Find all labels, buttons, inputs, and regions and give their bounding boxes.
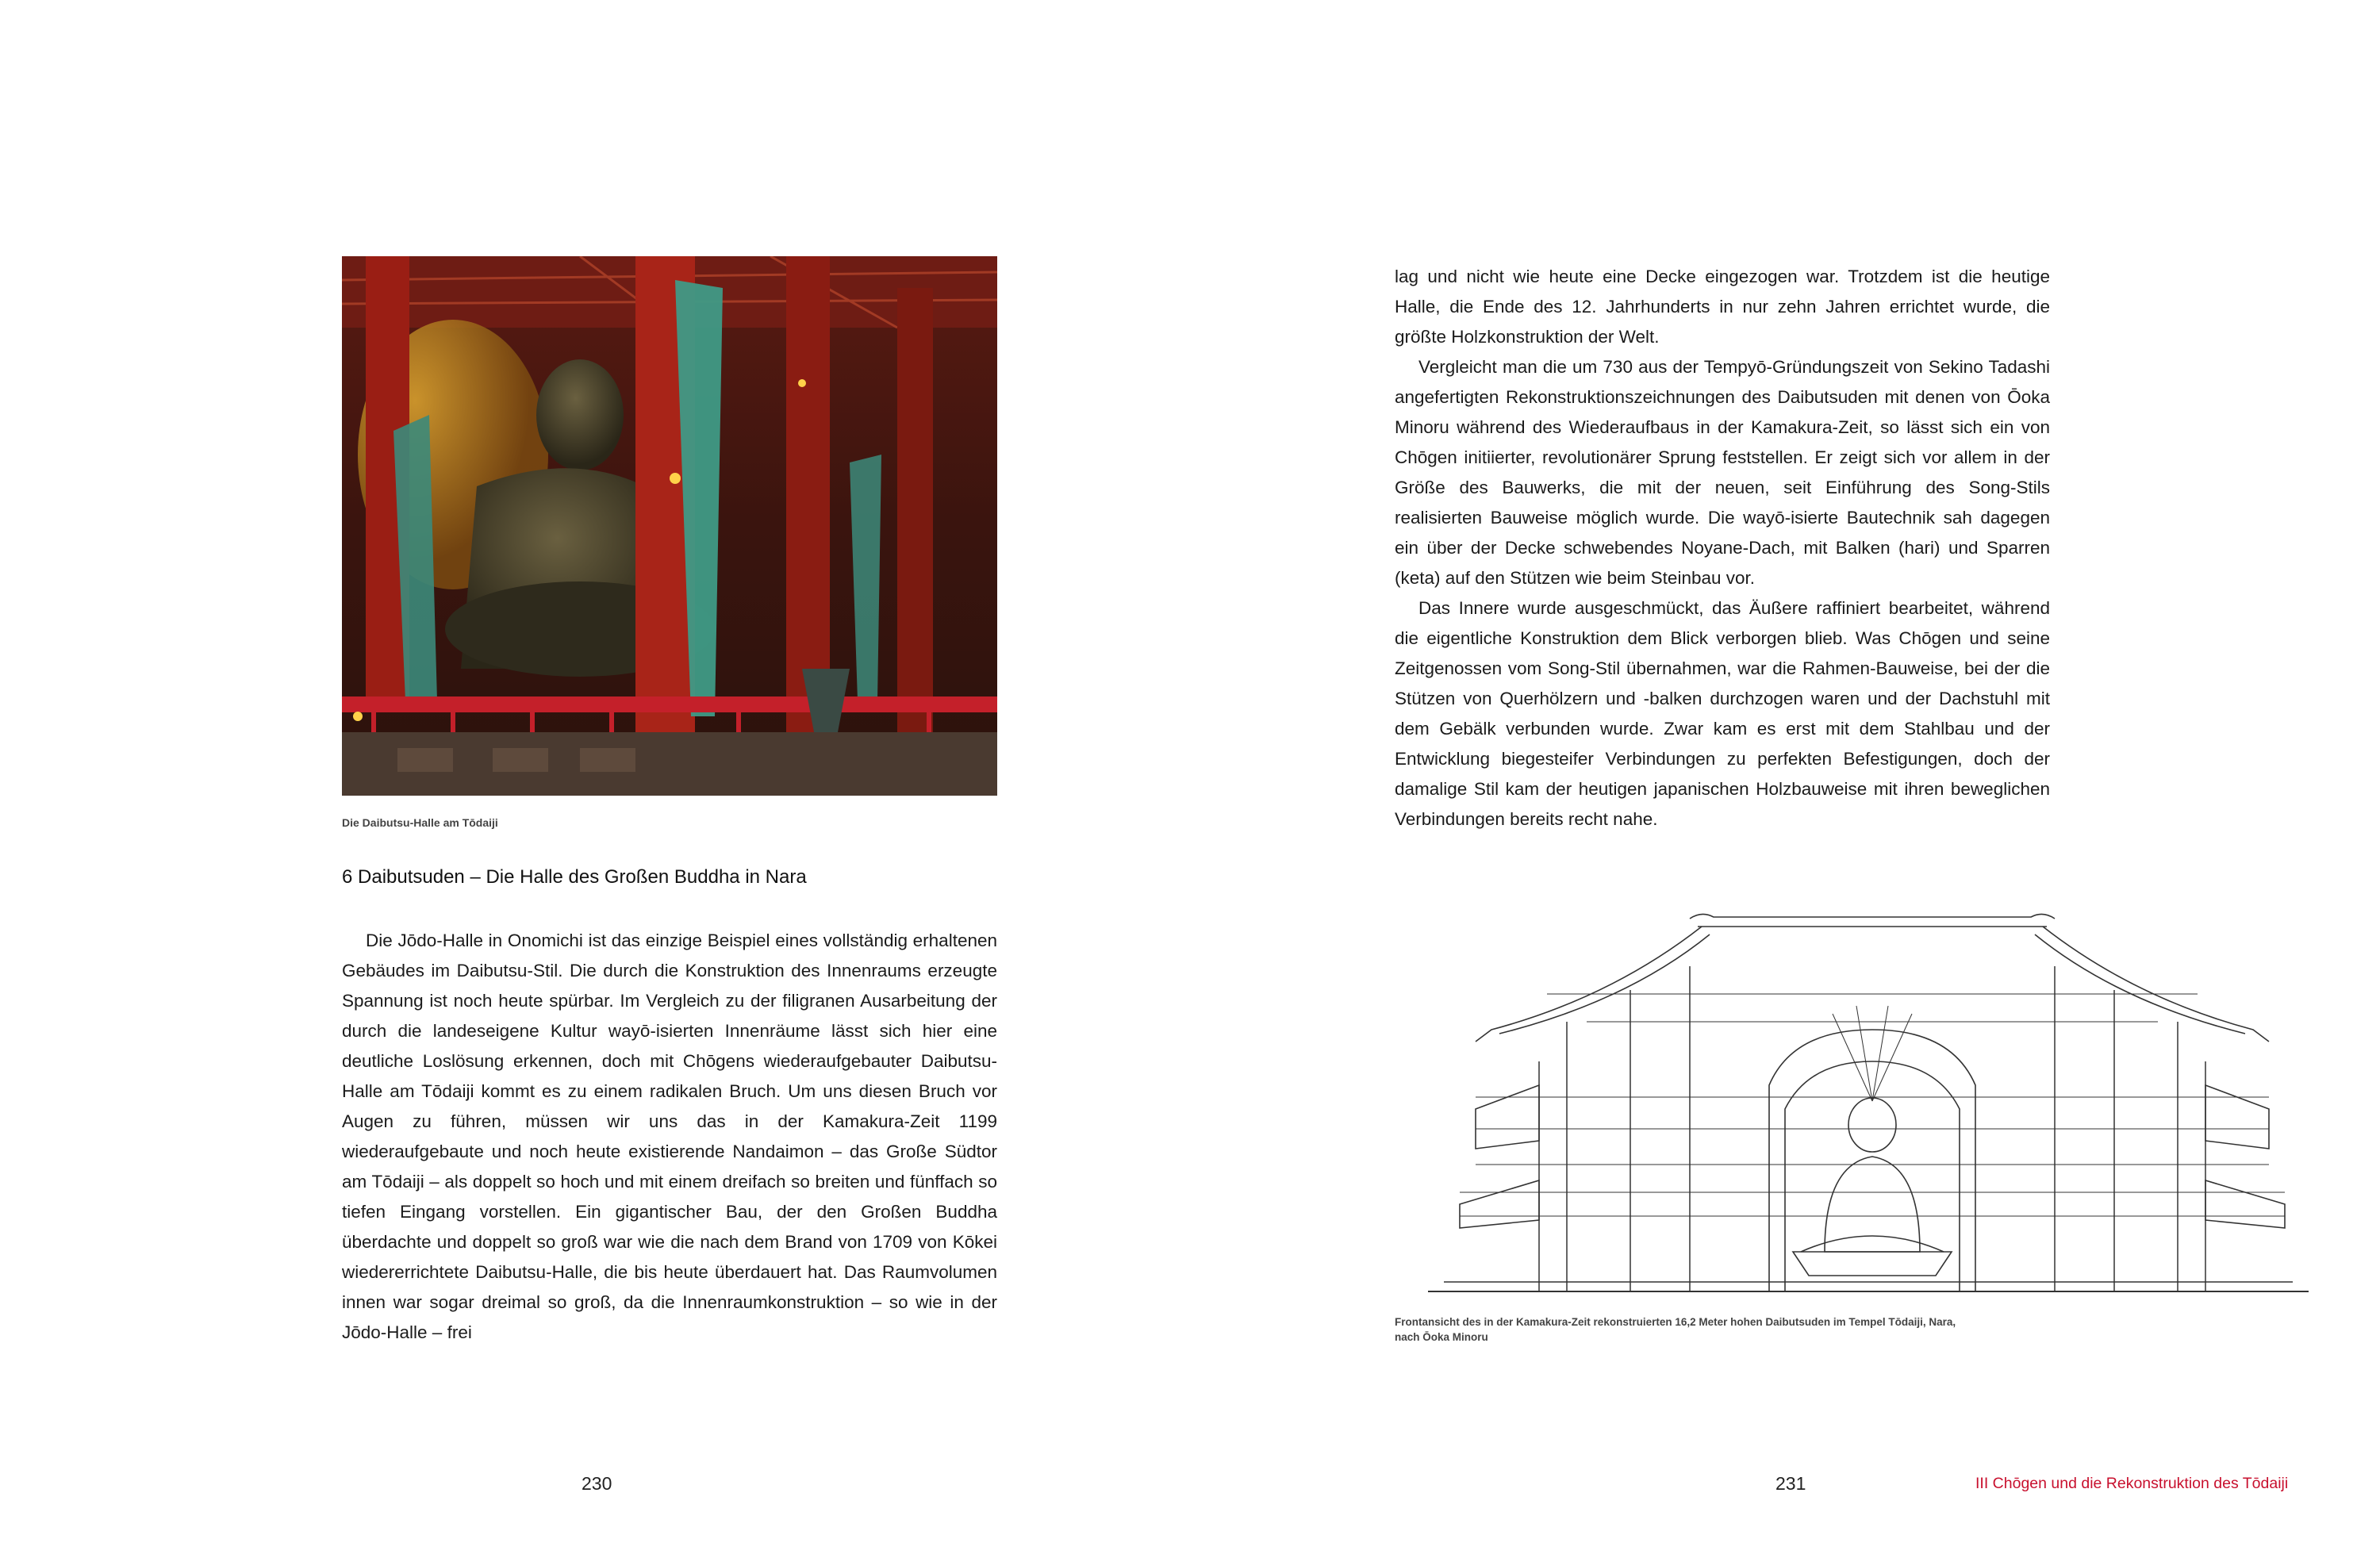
page-number-left: 230 bbox=[582, 1473, 612, 1494]
right-page bbox=[1190, 0, 2380, 1558]
drawing-caption bbox=[1395, 1314, 2109, 1345]
paragraph: Die Jōdo-Halle in Onomichi ist das einzige Beispiel eines vollständig erhaltenen Gebäudes im Daibutsu-Stil. Die durch die Konstruktion des Innenraums erzeugte Spannung ist noch heute spürbar. Im Vergleich zu der filigranen Ausarbeitung der durch die landeseigene Kultur wayō-isierten Innenräume lässt sich hier eine deutliche Loslösung erkennen, doch mit Chōgens wiederaufgebauter Daibutsu-Halle am Tōdaiji kommt es zu einem radikalen Bruch. Um uns diesen Bruch vor Augen zu führen, müssen wir uns das in der Kamakura-Zeit 1199 wiederaufgebaute und noch heute existierende Nandaimon – das Große Südtor am Tōdaiji – als doppelt so hoch und mit einem dreifach so breiten und fünffach so tiefen Eingang vorstellen. Ein gigantischer Bau, der den Großen Buddha überdachte und doppelt so groß war wie die nach dem Brand von 1709 von Kōkei wiedererrichtete Daibutsu-Halle, die bis heute überdauert hat. Das Raumvolumen innen war sogar dreimal so groß, da die Innenraumkonstruktion – so wie in der Jōdo-Halle – frei bbox=[342, 931, 997, 1342]
left-body-text bbox=[342, 926, 997, 1348]
running-head: III Chōgen und die Rekonstruktion des Tōdaiji bbox=[1975, 1475, 2289, 1492]
paragraph: Das Innere wurde ausgeschmückt, das Äußere raffiniert bearbeitet, während die eigentliche Konstruktion dem Blick verborgen blieb. Was Chōgen und seine Zeitgenossen vom Song-Stil übernahmen, war die Rahmen-Bauweise, bei der die Stützen von Querhölzern und -balken durchzogen waren und der Dachstuhl mit dem Gebälk verbunden wurde. Zwar kam es erst mit dem Stahlbau und der Entwicklung biegesteifer Verbindungen zu perfekten Befestigungen, doch der damalige Stil kam der heutigen japanischen Holzbauweise mit ihren beweglichen Verbindungen bereits recht nahe. bbox=[1395, 598, 2050, 829]
photo-caption: Die Daibutsu-Halle am Tōdaiji bbox=[342, 816, 498, 829]
daibutsu-hall-photo bbox=[342, 256, 997, 796]
paragraph: lag und nicht wie heute eine Decke eingezogen war. Trotzdem ist die heutige Halle, die Ende des 12. Jahrhunderts in nur zehn Jahren errichtet wurde, die größte Holzkonstruktion der Welt. bbox=[1395, 267, 2050, 347]
front-elevation-drawing bbox=[1428, 903, 2309, 1303]
drawing-caption-line: nach Ōoka Minoru bbox=[1395, 1331, 1488, 1343]
section-heading: 6 Daibutsuden – Die Halle des Großen Buddha in Nara bbox=[342, 866, 807, 888]
right-body-text bbox=[1395, 262, 2050, 835]
drawing-caption-line: Frontansicht des in der Kamakura-Zeit rekonstruierten 16,2 Meter hohen Daibutsuden im Tempel Tōdaiji, Nara, bbox=[1395, 1316, 1956, 1328]
page-number-right: 231 bbox=[1775, 1473, 1806, 1494]
paragraph: Vergleicht man die um 730 aus der Tempyō-Gründungszeit von Sekino Tadashi angefertigten Rekonstruktionszeichnungen des Daibutsuden mit denen von Ōoka Minoru während des Wiederaufbaus in der Kamakura-Zeit, so lässt sich ein von Chōgen initiierter, revolutionärer Sprung feststellen. Er zeigt sich vor allem in der Größe des Bauwerks, die mit der neuen, seit Einführung des Song-Stils realisierten Bauweise möglich wurde. Die wayō-isierte Bautechnik sah dagegen ein über der Decke schwebendes Noyane-Dach, mit Balken (hari) und Sparren (keta) auf den Stützen wie beim Steinbau vor. bbox=[1395, 357, 2050, 588]
